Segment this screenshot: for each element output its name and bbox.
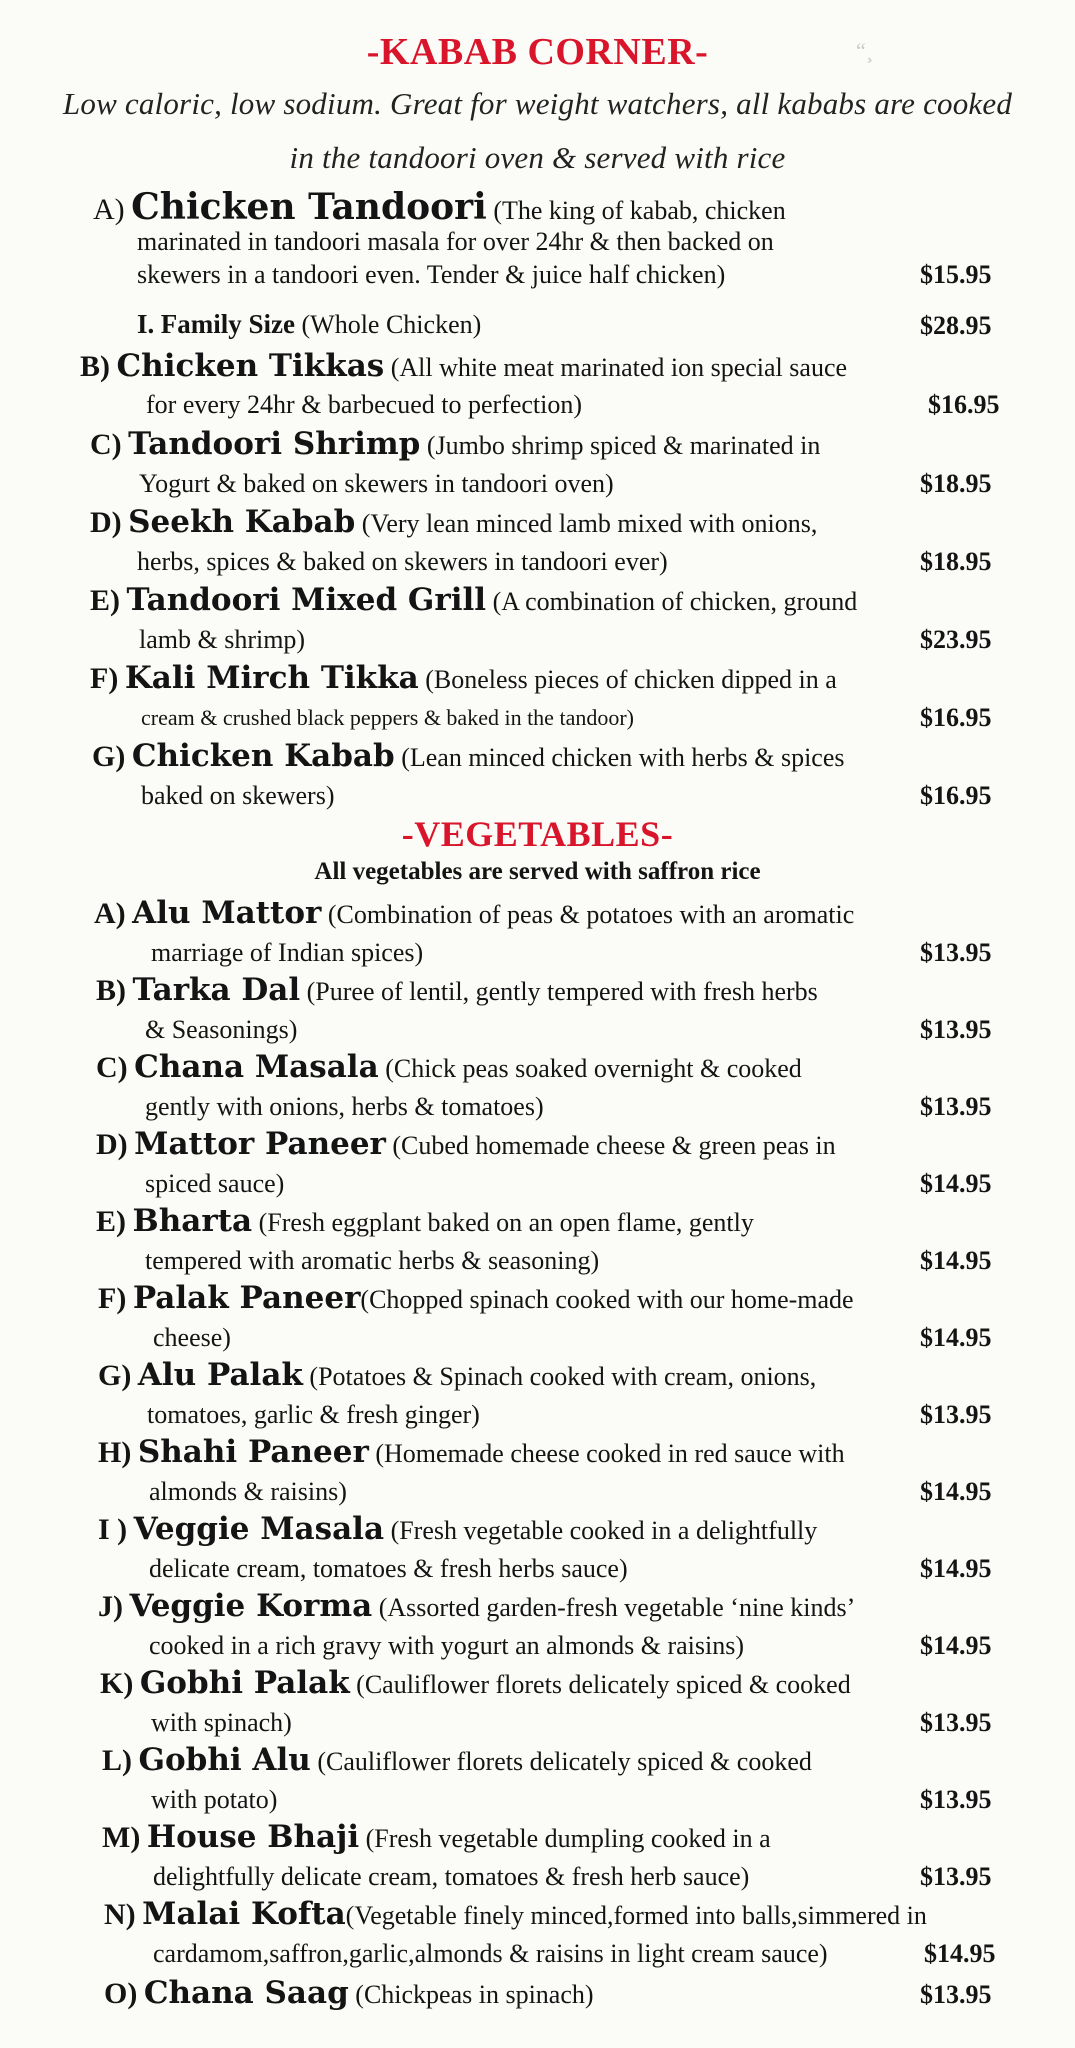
item-description-line: with spinach) (151, 1708, 292, 1737)
item-name: Palak Paneer (132, 1280, 361, 1316)
item-price: $13.95 (920, 1015, 992, 1044)
item-letter: G) (98, 1359, 132, 1392)
menu-item-first-line (102, 1818, 771, 1858)
item-letter: C) (90, 428, 122, 461)
item-letter: B) (96, 974, 126, 1007)
item-letter: C) (96, 1051, 128, 1084)
item-name: Chicken Tikkas (116, 348, 385, 384)
item-description-line: lamb & shrimp) (139, 625, 306, 654)
item-letter: F) (90, 662, 119, 695)
scan-mark: “¸ (856, 38, 874, 63)
kabab-intro-line-2: in the tandoori oven & served with rice (289, 140, 786, 175)
item-description: (Fresh vegetable cooked in a delightfully (390, 1516, 818, 1545)
menu-item-first-line (96, 1125, 836, 1165)
item-description-line: with potato) (151, 1785, 278, 1814)
item-name: Seekh Kabab (128, 504, 356, 540)
item-letter: D) (96, 1128, 128, 1161)
item-name: Chana Masala (134, 1049, 379, 1085)
item-description-line: gently with onions, herbs & tomatoes) (145, 1092, 544, 1121)
item-price: $13.95 (920, 1400, 992, 1429)
item-letter: G) (92, 740, 126, 773)
item-letter: L) (102, 1744, 132, 1777)
menu-item-first-line (102, 1741, 812, 1781)
menu-item-first-line (90, 503, 817, 543)
item-price: $13.95 (920, 1785, 992, 1814)
item-name: Tandoori Shrimp (128, 426, 421, 462)
item-letter: N) (104, 1898, 136, 1931)
item-description-line: for every 24hr & barbecued to perfection) (146, 390, 583, 419)
item-price: $13.95 (920, 938, 992, 967)
item-price: $14.95 (920, 1631, 992, 1660)
item-description-line: almonds & raisins) (149, 1477, 347, 1506)
item-name: Kali Mirch Tikka (124, 660, 419, 696)
item-name: Gobhi Alu (138, 1742, 311, 1778)
item-price: $15.95 (920, 260, 992, 289)
item-description: (Fresh eggplant baked on an open flame, gently (258, 1208, 754, 1237)
item-name: Gobhi Palak (139, 1665, 350, 1701)
item-description-line: cooked in a rich gravy with yogurt an almonds & raisins) (149, 1631, 744, 1660)
item-description: (Cauliflower florets delicately spiced & cooked (356, 1670, 851, 1699)
item-price: $13.95 (920, 1708, 992, 1737)
item-description: (Potatoes & Spinach cooked with cream, onions, (309, 1362, 817, 1391)
menu-item-first-line (96, 1202, 754, 1242)
item-letter: O) (104, 1977, 138, 2010)
item-name: Chicken Tandoori (131, 186, 487, 228)
vegetables-section-title: -VEGETABLES- (401, 814, 674, 854)
menu-item-first-line (96, 971, 818, 1011)
item-letter: E) (96, 1205, 126, 1238)
item-description: (Lean minced chicken with herbs & spices (401, 743, 845, 772)
item-letter: A) (93, 193, 125, 226)
menu-item-first-line (98, 1510, 817, 1550)
item-price: $14.95 (920, 1169, 992, 1198)
item-letter: I. (137, 309, 155, 339)
item-name: Mattor Paneer (134, 1126, 386, 1162)
item-description: (Chickpeas in spinach) (355, 1980, 594, 2009)
menu-item-first-line (98, 1279, 854, 1319)
item-description: (Vegetable finely minced,formed into balls,simmered in (345, 1901, 927, 1930)
item-description-line: & Seasonings) (145, 1015, 298, 1044)
item-description: (Chopped spinach cooked with our home-made (360, 1285, 854, 1314)
menu-item-first-line (90, 425, 820, 465)
menu-item-first-line (104, 1895, 927, 1935)
item-description-line: skewers in a tandoori even. Tender & juice half chicken) (137, 260, 726, 289)
item-price: $14.95 (920, 1477, 992, 1506)
menu-item-first-line (80, 347, 847, 387)
item-description-line: spiced sauce) (145, 1169, 285, 1198)
menu-item-first-line (98, 1356, 816, 1396)
item-price: $14.95 (920, 1323, 992, 1352)
item-name: Shahi Paneer (137, 1434, 369, 1470)
item-price: $14.95 (920, 1246, 992, 1275)
item-name: Alu Mattor (132, 895, 322, 931)
menu-item-first-line (104, 1974, 594, 2014)
item-description: (Jumbo shrimp spiced & marinated in (426, 431, 821, 460)
item-price: $13.95 (920, 1980, 992, 2009)
item-description-line: marinated in tandoori masala for over 24hr & then backed on (137, 227, 774, 256)
item-description-line: tomatoes, garlic & fresh ginger) (147, 1400, 480, 1429)
item-price: $14.95 (920, 1554, 992, 1583)
item-letter: E) (90, 584, 120, 617)
vegetables-note: All vegetables are served with saffron rice (314, 858, 761, 885)
item-description-line: cardamom,saffron,garlic,almonds & raisins in light cream sauce) (153, 1939, 828, 1968)
item-description-line: herbs, spices & baked on skewers in tandoori ever) (137, 547, 668, 576)
item-letter: D) (90, 506, 122, 539)
item-description: (Combination of peas & potatoes with an aromatic (327, 900, 855, 929)
item-description: (Assorted garden-fresh vegetable ‘nine kinds’ (378, 1593, 856, 1622)
item-price: $18.95 (920, 469, 992, 498)
item-name: Malai Kofta (142, 1896, 346, 1932)
item-description: (All white meat marinated ion special sauce (390, 353, 848, 382)
menu-item-first-line (90, 659, 837, 699)
item-letter: M) (102, 1821, 141, 1854)
item-name: Chana Saag (143, 1975, 349, 2011)
item-price: $13.95 (920, 1862, 992, 1891)
item-name: Chicken Kabab (131, 738, 395, 774)
item-description: (Very lean minced lamb mixed with onions, (361, 509, 818, 538)
item-description-line: Yogurt & baked on skewers in tandoori oven) (139, 469, 614, 498)
item-name: House Bhaji (146, 1819, 360, 1855)
item-description: (The king of kabab, chicken (493, 196, 786, 225)
item-price: $16.95 (928, 390, 1000, 419)
item-description-line: cream & crushed black peppers & baked in the tandoor) (141, 705, 634, 730)
item-price: $13.95 (920, 1092, 992, 1121)
item-description: (Cubed homemade cheese & green peas in (392, 1131, 836, 1160)
item-price: $14.95 (924, 1939, 996, 1968)
item-name: Family Size (160, 309, 295, 339)
item-price: $16.95 (920, 781, 992, 810)
item-description: (Chick peas soaked overnight & cooked (385, 1054, 802, 1083)
item-description-line: baked on skewers) (141, 781, 335, 810)
menu-item-first-line (98, 1433, 845, 1473)
item-name: Tarka Dal (132, 972, 301, 1008)
menu-item-first-line (94, 894, 854, 934)
item-price: $23.95 (920, 625, 992, 654)
item-description-line: cheese) (153, 1323, 231, 1352)
kabab-section-title: -KABAB CORNER- (366, 31, 709, 73)
item-letter: H) (98, 1436, 132, 1469)
item-name: Veggie Korma (129, 1588, 373, 1624)
menu-item-first-line (96, 1048, 802, 1088)
item-price: $18.95 (920, 547, 992, 576)
item-name: Veggie Masala (133, 1511, 385, 1547)
item-letter: F) (98, 1282, 127, 1315)
item-description-line: delicate cream, tomatoes & fresh herbs sauce) (149, 1554, 628, 1583)
item-letter: B) (80, 350, 110, 383)
kabab-intro-line-1: Low caloric, low sodium. Great for weight watchers, all kababs are cooked (62, 86, 1013, 121)
menu-item-first-line (98, 1587, 855, 1627)
item-description: (Whole Chicken) (301, 310, 482, 339)
item-name: Alu Palak (137, 1357, 303, 1393)
item-description: (Homemade cheese cooked in red sauce with (375, 1439, 845, 1468)
item-letter: K) (100, 1667, 134, 1700)
item-letter: I ) (98, 1513, 128, 1546)
menu-item-first-line (92, 737, 845, 777)
item-description: (Puree of lentil, gently tempered with fresh herbs (306, 977, 818, 1006)
item-name: Bharta (132, 1203, 253, 1239)
item-description: (Fresh vegetable dumpling cooked in a (365, 1824, 771, 1853)
item-description-line: tempered with aromatic herbs & seasoning) (145, 1246, 600, 1275)
item-letter: J) (98, 1590, 123, 1623)
menu-item-first-line (100, 1664, 851, 1704)
item-description: (Cauliflower florets delicately spiced & cooked (317, 1747, 812, 1776)
item-description: (Boneless pieces of chicken dipped in a (425, 665, 837, 694)
item-description-line: marriage of Indian spices) (151, 938, 424, 967)
menu-item-first-line (90, 581, 857, 621)
item-price: $28.95 (920, 311, 992, 340)
item-price: $16.95 (920, 703, 992, 732)
item-letter: A) (94, 897, 126, 930)
item-name: Tandoori Mixed Grill (126, 582, 487, 618)
menu-item-first-line (137, 305, 481, 344)
item-description: (A combination of chicken, ground (492, 587, 858, 616)
item-description-line: delightfully delicate cream, tomatoes & fresh herb sauce) (153, 1862, 750, 1891)
